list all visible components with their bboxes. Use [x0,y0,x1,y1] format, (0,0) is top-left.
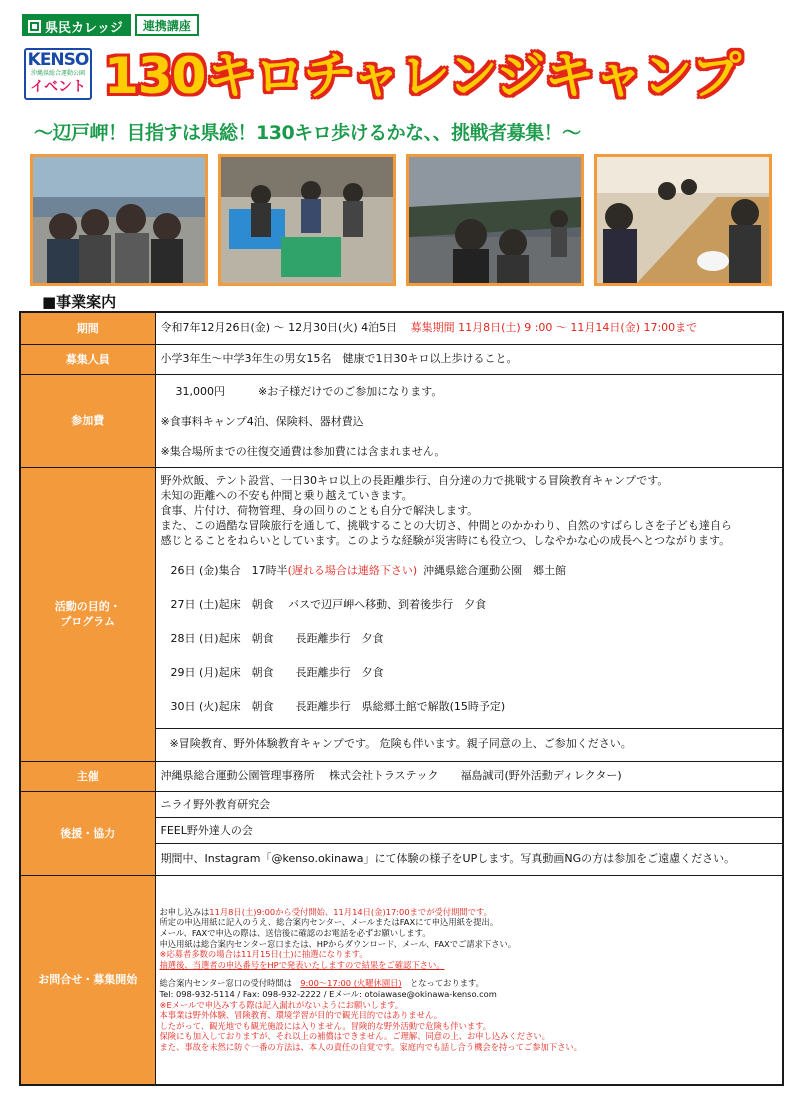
instagram-note: 期間中、Instagram「@kenso.okinawa」にて体験の様子をUPします。写真動画NGの方は参加をご遠慮ください。 [160,852,736,865]
kenso-event-logo [24,48,92,100]
program-note [156,729,783,759]
support-line-2: FEEL野外達人の会 [156,818,783,844]
contact-line-12: 保険にも加入しておりますが、それ以上の補償はできません。ご理解、同意の上、お申し込みください。 [159,1031,550,1042]
logo-event: イベント [30,79,86,95]
checker-icon [28,20,41,33]
contact-line-8: Tel: 098-932-5114 / Fax: 098-932-2222 / Eメール: otoiawase@okinawa-kenso.com [159,989,497,1000]
contact-hours: 9:00～17:00 (火曜休園日) [300,978,402,989]
label-fee: 参加費 [20,374,155,467]
contact-line-3: メール、FAXで申込の際は、送信後に確認のお電話を必ずお願いします。 [159,928,431,939]
contact-line-4: 申込用紙は総合案内センター窓口または、HPからダウンロード、メール、FAXでご請求下さい。 [159,938,517,949]
contact-line-6: 抽選後、当選者の申込番号をHPで発表いたしますので結果をご確認下さい。 [159,959,445,970]
contact-value [155,875,783,1085]
day26-start: 26日 (金)集合 17時半 [170,564,288,577]
schedule-day-29: 29日 (月)起床 朝食 長距離歩行 夕食 [170,666,384,679]
contact-line-1 [160,907,779,918]
fee-value [155,374,783,467]
logo-park-name: 沖縄県総合運動公園 [30,70,85,77]
program-desc-5: 感じとることをねらいとしています。このような経験が災害時にも役立つ、しなやかな心の成長へとつながります。 [160,534,731,547]
day26-place: 沖縄県総合運動公園 郷土館 [423,564,567,577]
schedule-day-27: 27日 (土)起床 朝食 バスで辺戸岬へ移動、到着後歩行 夕食 [170,598,487,611]
label-support: 後援・協力 [20,791,155,875]
college-badge [22,14,199,36]
schedule-day-28: 28日 (日)起床 朝食 長距離歩行 夕食 [170,632,384,645]
recruit-period: 募集期間 11月8日(土) 9 :00 ～ 11月14日(金) 17:00まで [410,321,698,335]
label-contact: お問合せ・募集開始 [20,875,155,1085]
row-program [20,467,783,761]
period-dates: 令和7年12月26日(金) ～ 12月30日(火) 4泊5日 [160,321,398,335]
program-value [155,467,783,761]
contact-line-9: ※Eメールで申込みする際は記入漏れがないようにお願いします。 [159,999,404,1010]
college-badge-main [22,14,131,36]
label-period: 期間 [20,312,155,344]
photo-kids-seaside [30,154,208,286]
contact-line-5: ※応募者多数の場合は11月15日(土)に抽選になります。 [159,949,368,960]
row-contact [20,875,783,1085]
schedule-day-26 [171,554,778,588]
row-fee [20,374,783,467]
support-line-1: ニライ野外教育研究会 [156,792,783,818]
label-organizer: 主催 [20,761,155,791]
college-badge-label: 県民カレッジ [45,20,123,36]
row-period [20,312,783,344]
fee-includes: ※食事料キャンプ4泊、保険料、器材費込 [160,414,364,428]
program-main [156,469,783,729]
label-program [20,467,155,761]
support-value [155,791,783,875]
schedule-day-30: 30日 (火)起床 朝食 長距離歩行 県総郷土館で解散(15時予定) [170,700,506,713]
contact-line-2: 所定の申込用紙に記入のうえ、総合案内センター、メールまたはFAXにて申込用紙を提出。 [159,917,499,928]
photo-meal-table [594,154,772,286]
fee-amount: 31,000円 ※お子様だけでのご参加になります。 [175,384,443,398]
program-schedule [161,554,778,724]
partnership-badge: 連携講座 [135,14,199,36]
photo-strip [30,154,772,290]
fee-excludes: ※集合場所までの往復交通費は参加費には含まれません。 [160,444,446,458]
contact-l1-period: 11月8日(土)9:00から受付開始、11月14日(金)17:00までが受付期間です。 [209,906,492,917]
program-desc-4: また、この過酷な冒険旅行を通して、挑戦することの大切さ、仲間とのかかわり、自然のすばらしさを子ども達自ら [160,519,732,532]
contact-l1-prefix: お申し込みは [159,906,210,917]
row-organizer [20,761,783,791]
row-participants [20,344,783,374]
photo-camp-cooking [218,154,396,286]
period-value [155,312,783,344]
label-program-line1: 活動の目的・ [54,600,121,613]
section-heading: ■事業案内 [42,293,117,311]
contact-line-11: したがって、観光地でも観光施設には入りません。冒険的な野外活動で危険も伴います。 [159,1020,492,1031]
contact-line-10: 本事業は野外体験、冒険教育、環境学習が目的で観光目的ではありません。 [159,1010,443,1021]
photo-night-walk [406,154,584,286]
contact-hours-prefix: 総合案内センター窓口の受付時間は [159,978,301,989]
participants-value: 小学3年生～中学3年生の男女15名 健康で1日30キロ以上歩けること。 [155,344,783,374]
organizer-value: 沖縄県総合運動公園管理事務所 株式会社トラステック 福島誠司(野外活動ディレクター) [155,761,783,791]
logo-kenso: KENSO [27,50,89,70]
page-title: 130キロチャレンジキャンプ [104,47,741,105]
program-description [161,473,778,548]
row-support [20,791,783,875]
info-table [19,311,784,1086]
contact-line-7 [160,978,779,989]
day26-late-note: (遅れる場合は連絡下さい) [287,564,418,577]
label-participants: 募集人員 [20,344,155,374]
program-warning: ※冒険教育、野外体験教育キャンプです。 危険も伴います。親子同意の上、ご参加ください。 [169,737,632,750]
label-program-line2: プログラム [60,615,116,628]
contact-hours-suffix: となっております。 [401,978,484,989]
page-subtitle: ～辺戸岬！目指すは県総！130キロ歩けるかな、、挑戦者募集！～ [34,122,581,144]
program-desc-1: 野外炊飯、テント設営、一日30キロ以上の長距離歩行、自分達の力で挑戦する冒険教育キャンプです。 [160,474,669,487]
contact-line-13: また、事故を未然に防ぐ一番の方法は、本人の責任の自覚です。家庭内でも話し合う機会を持ってご参加下さい。 [159,1042,582,1053]
program-desc-3: 食事、片付け、荷物管理、身の回りのことも自分で解決します。 [160,504,479,517]
program-desc-2: 未知の距離への不安も仲間と乗り越えていきます。 [160,489,413,502]
